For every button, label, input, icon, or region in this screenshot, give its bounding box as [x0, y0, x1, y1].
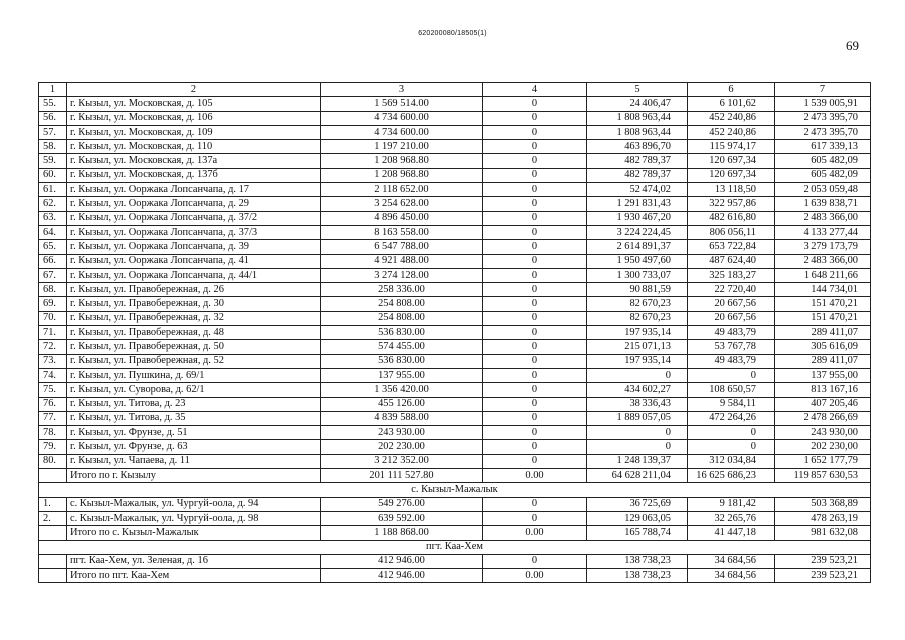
amount-cell: 151 470,21 — [775, 297, 871, 311]
amount-cell: 243 930.00 — [321, 426, 483, 440]
amount-cell: 434 602,27 — [587, 383, 688, 397]
amount-cell: 1 208 968.80 — [321, 154, 483, 168]
amount-cell: 452 240,86 — [688, 125, 775, 139]
amount-cell: 202 230,00 — [775, 440, 871, 454]
row-number-cell: 64. — [39, 225, 67, 239]
zero-cell: 0 — [483, 268, 587, 282]
table-row — [39, 254, 871, 268]
header-row — [39, 83, 871, 97]
amount-cell: 239 523,21 — [775, 569, 871, 583]
section-title: с. Кызыл-Мажалык — [39, 483, 871, 497]
column-header: 4 — [483, 83, 587, 97]
table-row — [39, 383, 871, 397]
amount-cell: 1 356 420.00 — [321, 383, 483, 397]
column-header: 6 — [688, 83, 775, 97]
amount-cell: 536 830.00 — [321, 326, 483, 340]
row-number-cell: 2. — [39, 511, 67, 525]
address-cell: г. Кызыл, ул. Правобережная, д. 26 — [67, 283, 321, 297]
table-row — [39, 511, 871, 525]
address-cell: г. Кызыл, ул. Фрунзе, д. 63 — [67, 440, 321, 454]
address-cell: г. Кызыл, ул. Ооржака Лопсанчапа, д. 44/1 — [67, 268, 321, 282]
row-number-cell: 73. — [39, 354, 67, 368]
amount-cell: 981 632,08 — [775, 526, 871, 540]
zero-cell: 0 — [483, 440, 587, 454]
row-number-cell: 79. — [39, 440, 67, 454]
amount-cell: 1 808 963,44 — [587, 125, 688, 139]
address-cell: г. Кызыл, ул. Суворова, д. 62/1 — [67, 383, 321, 397]
zero-cell: 0 — [483, 340, 587, 354]
amount-cell: 0 — [587, 368, 688, 382]
row-number-cell: 60. — [39, 168, 67, 182]
zero-cell: 0 — [483, 283, 587, 297]
address-cell: г. Кызыл, ул. Ооржака Лопсанчапа, д. 39 — [67, 240, 321, 254]
address-cell: г. Кызыл, ул. Московская, д. 105 — [67, 97, 321, 111]
zero-cell: 0.00 — [483, 469, 587, 483]
row-number-cell: 68. — [39, 283, 67, 297]
amount-cell: 325 183,27 — [688, 268, 775, 282]
table-row — [39, 497, 871, 511]
zero-cell: 0 — [483, 254, 587, 268]
amount-cell: 289 411,07 — [775, 326, 871, 340]
amount-cell: 3 224 224,45 — [587, 225, 688, 239]
row-number-cell — [39, 526, 67, 540]
table-row — [39, 326, 871, 340]
page-number: 69 — [846, 38, 859, 53]
amount-cell: 2 053 059,48 — [775, 183, 871, 197]
amount-cell: 137 955,00 — [775, 368, 871, 382]
amount-cell: 455 126.00 — [321, 397, 483, 411]
zero-cell: 0 — [483, 183, 587, 197]
zero-cell: 0 — [483, 354, 587, 368]
zero-cell: 0 — [483, 397, 587, 411]
amount-cell: 1 248 139,37 — [587, 454, 688, 468]
amount-cell: 478 263,19 — [775, 511, 871, 525]
zero-cell: 0 — [483, 97, 587, 111]
amount-cell: 254 808.00 — [321, 311, 483, 325]
row-number-cell — [39, 469, 67, 483]
table-row — [39, 469, 871, 483]
row-number-cell: 58. — [39, 140, 67, 154]
amount-cell: 322 957,86 — [688, 197, 775, 211]
column-header: 5 — [587, 83, 688, 97]
row-number-cell: 63. — [39, 211, 67, 225]
amount-cell: 6 101,62 — [688, 97, 775, 111]
row-number-cell — [39, 554, 67, 568]
amount-cell: 38 336,43 — [587, 397, 688, 411]
amount-cell: 463 896,70 — [587, 140, 688, 154]
section-title: пгт. Каа-Хем — [39, 540, 871, 554]
amount-cell: 215 071,13 — [587, 340, 688, 354]
amount-cell: 1 648 211,66 — [775, 268, 871, 282]
amount-cell: 312 034,84 — [688, 454, 775, 468]
table-row — [39, 111, 871, 125]
address-cell: г. Кызыл, ул. Ооржака Лопсанчапа, д. 17 — [67, 183, 321, 197]
table-row — [39, 354, 871, 368]
column-header: 2 — [67, 83, 321, 97]
amount-cell: 617 339,13 — [775, 140, 871, 154]
row-number-cell: 56. — [39, 111, 67, 125]
amount-cell: 574 455.00 — [321, 340, 483, 354]
table-row — [39, 569, 871, 583]
row-number-cell: 62. — [39, 197, 67, 211]
amount-cell: 289 411,07 — [775, 354, 871, 368]
address-cell: г. Кызыл, ул. Правобережная, д. 50 — [67, 340, 321, 354]
amount-cell: 144 734,01 — [775, 283, 871, 297]
amount-cell: 108 650,57 — [688, 383, 775, 397]
data-table — [38, 82, 871, 583]
amount-cell: 16 625 686,23 — [688, 469, 775, 483]
row-number-cell: 69. — [39, 297, 67, 311]
amount-cell: 1 889 057,05 — [587, 411, 688, 425]
table-row — [39, 440, 871, 454]
amount-cell: 64 628 211,04 — [587, 469, 688, 483]
address-cell: г. Кызыл, ул. Фрунзе, д. 51 — [67, 426, 321, 440]
table-body — [39, 83, 871, 583]
amount-cell: 472 264,26 — [688, 411, 775, 425]
table-row — [39, 183, 871, 197]
amount-cell: 1 208 968.80 — [321, 168, 483, 182]
amount-cell: 201 111 527.80 — [321, 469, 483, 483]
zero-cell: 0 — [483, 511, 587, 525]
amount-cell: 1 930 467,20 — [587, 211, 688, 225]
amount-cell: 8 163 558.00 — [321, 225, 483, 239]
amount-cell: 119 857 630,53 — [775, 469, 871, 483]
amount-cell: 1 639 838,71 — [775, 197, 871, 211]
row-number-cell: 66. — [39, 254, 67, 268]
section-row — [39, 483, 871, 497]
amount-cell: 0 — [587, 426, 688, 440]
amount-cell: 1 291 831,43 — [587, 197, 688, 211]
zero-cell: 0 — [483, 225, 587, 239]
amount-cell: 82 670,23 — [587, 311, 688, 325]
amount-cell: 1 569 514.00 — [321, 97, 483, 111]
amount-cell: 120 697,34 — [688, 154, 775, 168]
amount-cell: 412 946.00 — [321, 554, 483, 568]
amount-cell: 243 930,00 — [775, 426, 871, 440]
amount-cell: 239 523,21 — [775, 554, 871, 568]
amount-cell: 151 470,21 — [775, 311, 871, 325]
address-cell: с. Кызыл-Мажалык, ул. Чургуй-оола, д. 94 — [67, 497, 321, 511]
address-cell: г. Кызыл, ул. Московская, д. 110 — [67, 140, 321, 154]
amount-cell: 138 738,23 — [587, 554, 688, 568]
amount-cell: 0 — [688, 440, 775, 454]
amount-cell: 22 720,40 — [688, 283, 775, 297]
zero-cell: 0 — [483, 297, 587, 311]
amount-cell: 536 830.00 — [321, 354, 483, 368]
table-row — [39, 397, 871, 411]
zero-cell: 0 — [483, 554, 587, 568]
amount-cell: 13 118,50 — [688, 183, 775, 197]
zero-cell: 0.00 — [483, 569, 587, 583]
amount-cell: 52 474,02 — [587, 183, 688, 197]
row-number-cell: 74. — [39, 368, 67, 382]
amount-cell: 41 447,18 — [688, 526, 775, 540]
zero-cell: 0 — [483, 240, 587, 254]
amount-cell: 258 336.00 — [321, 283, 483, 297]
column-header: 7 — [775, 83, 871, 97]
zero-cell: 0 — [483, 368, 587, 382]
zero-cell: 0 — [483, 168, 587, 182]
amount-cell: 0 — [587, 440, 688, 454]
address-cell: Итого по с. Кызыл-Мажалык — [67, 526, 321, 540]
amount-cell: 254 808.00 — [321, 297, 483, 311]
amount-cell: 482 789,37 — [587, 168, 688, 182]
amount-cell: 4 734 600.00 — [321, 111, 483, 125]
table-row — [39, 311, 871, 325]
amount-cell: 1 950 497,60 — [587, 254, 688, 268]
zero-cell: 0 — [483, 111, 587, 125]
amount-cell: 3 212 352.00 — [321, 454, 483, 468]
row-number-cell: 75. — [39, 383, 67, 397]
amount-cell: 138 738,23 — [587, 569, 688, 583]
amount-cell: 487 624,40 — [688, 254, 775, 268]
table-row — [39, 554, 871, 568]
row-number-cell: 71. — [39, 326, 67, 340]
amount-cell: 4 133 277,44 — [775, 225, 871, 239]
address-cell: г. Кызыл, ул. Московская, д. 137а — [67, 154, 321, 168]
amount-cell: 653 722,84 — [688, 240, 775, 254]
address-cell: г. Кызыл, ул. Правобережная, д. 32 — [67, 311, 321, 325]
zero-cell: 0 — [483, 454, 587, 468]
address-cell: г. Кызыл, ул. Правобережная, д. 48 — [67, 326, 321, 340]
amount-cell: 0 — [688, 426, 775, 440]
address-cell: Итого по г. Кызылу — [67, 469, 321, 483]
document-id: 620200080/18505(1) — [418, 30, 487, 37]
amount-cell: 813 167,16 — [775, 383, 871, 397]
amount-cell: 4 896 450.00 — [321, 211, 483, 225]
address-cell: пгт. Каа-Хем, ул. Зеленая, д. 16 — [67, 554, 321, 568]
table-row — [39, 197, 871, 211]
amount-cell: 1 188 868.00 — [321, 526, 483, 540]
table-row — [39, 426, 871, 440]
section-row — [39, 540, 871, 554]
amount-cell: 129 063,05 — [587, 511, 688, 525]
amount-cell: 407 205,46 — [775, 397, 871, 411]
address-cell: г. Кызыл, ул. Титова, д. 35 — [67, 411, 321, 425]
amount-cell: 2 483 366,00 — [775, 254, 871, 268]
amount-cell: 3 254 628.00 — [321, 197, 483, 211]
amount-cell: 806 056,11 — [688, 225, 775, 239]
amount-cell: 482 789,37 — [587, 154, 688, 168]
amount-cell: 4 921 488.00 — [321, 254, 483, 268]
table-row — [39, 411, 871, 425]
address-cell: г. Кызыл, ул. Чапаева, д. 11 — [67, 454, 321, 468]
row-number-cell — [39, 569, 67, 583]
amount-cell: 2 614 891,37 — [587, 240, 688, 254]
amount-cell: 82 670,23 — [587, 297, 688, 311]
amount-cell: 165 788,74 — [587, 526, 688, 540]
amount-cell: 20 667,56 — [688, 297, 775, 311]
address-cell: г. Кызыл, ул. Правобережная, д. 52 — [67, 354, 321, 368]
table-row — [39, 268, 871, 282]
amount-cell: 197 935,14 — [587, 326, 688, 340]
amount-cell: 197 935,14 — [587, 354, 688, 368]
table-row — [39, 526, 871, 540]
amount-cell: 503 368,89 — [775, 497, 871, 511]
amount-cell: 137 955.00 — [321, 368, 483, 382]
amount-cell: 2 473 395,70 — [775, 125, 871, 139]
amount-cell: 32 265,76 — [688, 511, 775, 525]
amount-cell: 120 697,34 — [688, 168, 775, 182]
zero-cell: 0 — [483, 383, 587, 397]
row-number-cell: 76. — [39, 397, 67, 411]
address-cell: Итого по пгт. Каа-Хем — [67, 569, 321, 583]
amount-cell: 2 478 266,69 — [775, 411, 871, 425]
amount-cell: 115 974,17 — [688, 140, 775, 154]
address-cell: г. Кызыл, ул. Титова, д. 23 — [67, 397, 321, 411]
table-row — [39, 97, 871, 111]
address-cell: г. Кызыл, ул. Московская, д. 106 — [67, 111, 321, 125]
amount-cell: 24 406,47 — [587, 97, 688, 111]
zero-cell: 0 — [483, 326, 587, 340]
amount-cell: 639 592.00 — [321, 511, 483, 525]
amount-cell: 49 483,79 — [688, 354, 775, 368]
table-row — [39, 297, 871, 311]
table-row — [39, 454, 871, 468]
address-cell: г. Кызыл, ул. Московская, д. 137б — [67, 168, 321, 182]
table-row — [39, 283, 871, 297]
amount-cell: 4 734 600.00 — [321, 125, 483, 139]
row-number-cell: 65. — [39, 240, 67, 254]
amount-cell: 53 767,78 — [688, 340, 775, 354]
row-number-cell: 59. — [39, 154, 67, 168]
zero-cell: 0 — [483, 125, 587, 139]
amount-cell: 9 181,42 — [688, 497, 775, 511]
amount-cell: 1 652 177,79 — [775, 454, 871, 468]
address-cell: г. Кызыл, ул. Московская, д. 109 — [67, 125, 321, 139]
amount-cell: 9 584,11 — [688, 397, 775, 411]
address-cell: г. Кызыл, ул. Ооржака Лопсанчапа, д. 41 — [67, 254, 321, 268]
amount-cell: 1 539 005,91 — [775, 97, 871, 111]
address-cell: г. Кызыл, ул. Ооржака Лопсанчапа, д. 29 — [67, 197, 321, 211]
row-number-cell: 72. — [39, 340, 67, 354]
amount-cell: 482 616,80 — [688, 211, 775, 225]
row-number-cell: 80. — [39, 454, 67, 468]
zero-cell: 0 — [483, 140, 587, 154]
table-row — [39, 125, 871, 139]
zero-cell: 0 — [483, 311, 587, 325]
amount-cell: 0 — [688, 368, 775, 382]
amount-cell: 1 300 733,07 — [587, 268, 688, 282]
amount-cell: 2 473 395,70 — [775, 111, 871, 125]
table-row — [39, 340, 871, 354]
amount-cell: 2 118 652.00 — [321, 183, 483, 197]
amount-cell: 1 808 963,44 — [587, 111, 688, 125]
zero-cell: 0 — [483, 154, 587, 168]
amount-cell: 605 482,09 — [775, 154, 871, 168]
amount-cell: 412 946.00 — [321, 569, 483, 583]
table-row — [39, 225, 871, 239]
row-number-cell: 61. — [39, 183, 67, 197]
row-number-cell: 67. — [39, 268, 67, 282]
amount-cell: 6 547 788.00 — [321, 240, 483, 254]
amount-cell: 34 684,56 — [688, 569, 775, 583]
address-cell: г. Кызыл, ул. Ооржака Лопсанчапа, д. 37/2 — [67, 211, 321, 225]
row-number-cell: 57. — [39, 125, 67, 139]
table-row — [39, 368, 871, 382]
amount-cell: 2 483 366,00 — [775, 211, 871, 225]
address-cell: г. Кызыл, ул. Пушкина, д. 69/1 — [67, 368, 321, 382]
amount-cell: 3 274 128.00 — [321, 268, 483, 282]
table-row — [39, 154, 871, 168]
address-cell: г. Кызыл, ул. Ооржака Лопсанчапа, д. 37/3 — [67, 225, 321, 239]
table-row — [39, 211, 871, 225]
amount-cell: 1 197 210.00 — [321, 140, 483, 154]
amount-cell: 605 482,09 — [775, 168, 871, 182]
table-row — [39, 140, 871, 154]
amount-cell: 4 839 588.00 — [321, 411, 483, 425]
amount-cell: 34 684,56 — [688, 554, 775, 568]
amount-cell: 36 725,69 — [587, 497, 688, 511]
column-header: 3 — [321, 83, 483, 97]
amount-cell: 549 276.00 — [321, 497, 483, 511]
row-number-cell: 55. — [39, 97, 67, 111]
zero-cell: 0.00 — [483, 526, 587, 540]
zero-cell: 0 — [483, 197, 587, 211]
zero-cell: 0 — [483, 411, 587, 425]
amount-cell: 49 483,79 — [688, 326, 775, 340]
amount-cell: 305 616,09 — [775, 340, 871, 354]
amount-cell: 452 240,86 — [688, 111, 775, 125]
row-number-cell: 78. — [39, 426, 67, 440]
address-cell: г. Кызыл, ул. Правобережная, д. 30 — [67, 297, 321, 311]
amount-cell: 90 881,59 — [587, 283, 688, 297]
table-row — [39, 240, 871, 254]
table-row — [39, 168, 871, 182]
zero-cell: 0 — [483, 426, 587, 440]
amount-cell: 3 279 173,79 — [775, 240, 871, 254]
row-number-cell: 1. — [39, 497, 67, 511]
amount-cell: 202 230.00 — [321, 440, 483, 454]
zero-cell: 0 — [483, 211, 587, 225]
address-cell: с. Кызыл-Мажалык, ул. Чургуй-оола, д. 98 — [67, 511, 321, 525]
row-number-cell: 70. — [39, 311, 67, 325]
column-header: 1 — [39, 83, 67, 97]
zero-cell: 0 — [483, 497, 587, 511]
amount-cell: 20 667,56 — [688, 311, 775, 325]
row-number-cell: 77. — [39, 411, 67, 425]
